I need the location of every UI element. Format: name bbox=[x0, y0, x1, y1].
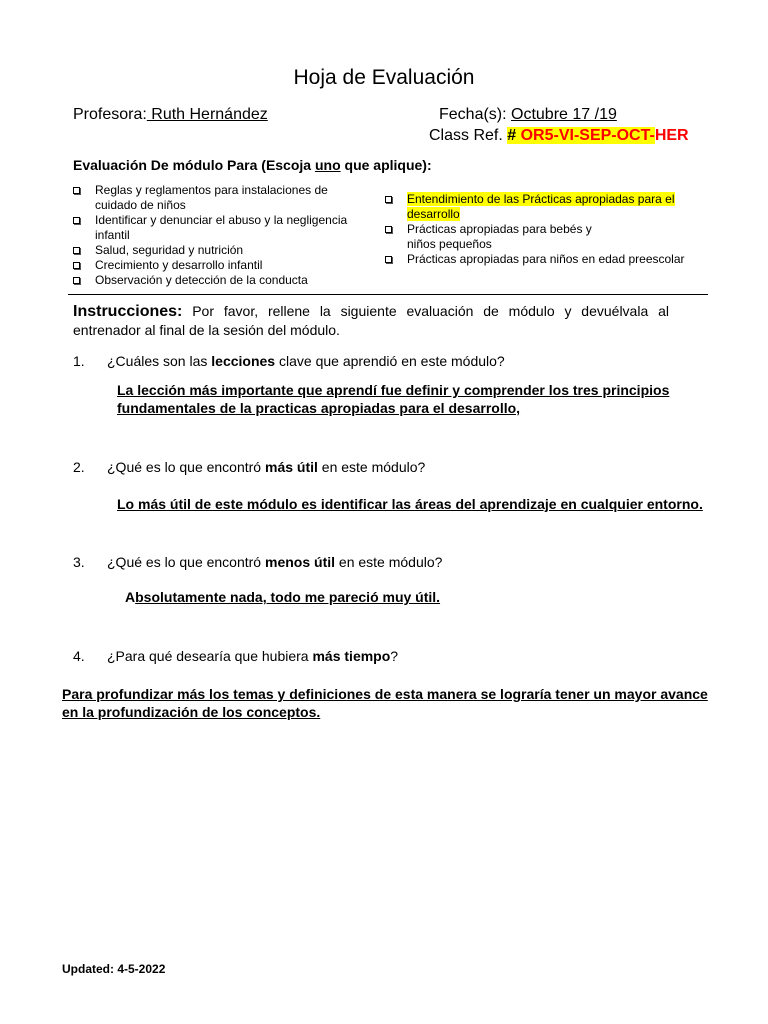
checkbox-icon[interactable] bbox=[73, 262, 80, 269]
question-3 bbox=[73, 554, 693, 574]
question-emphasis: lecciones bbox=[211, 353, 276, 369]
class-ref-code: OR5-VI-SEP-OCT- bbox=[520, 127, 655, 144]
page-title: Hoja de Evaluación bbox=[293, 66, 475, 89]
module-option[interactable] bbox=[385, 222, 695, 252]
answer-1[interactable]: La lección más importante que aprendí fue definir y comprender los tres principios fundamentales de la practicas apropiadas para el desarrollo, bbox=[117, 382, 670, 416]
question-4 bbox=[73, 648, 693, 668]
answer-2[interactable]: Lo más útil de este módulo es identificar las áreas del aprendizaje en cualquier entorno. bbox=[117, 496, 703, 512]
dates-value: Octubre 17 /19 bbox=[511, 106, 617, 123]
class-ref-suffix: HER bbox=[654, 127, 689, 144]
module-options-right bbox=[385, 192, 695, 267]
dates-label: Fecha(s): bbox=[439, 106, 512, 123]
question-2 bbox=[73, 459, 693, 479]
updated-date: Updated: 4-5-2022 bbox=[62, 962, 166, 976]
checkbox-icon[interactable] bbox=[73, 247, 80, 254]
question-text: en este módulo? bbox=[317, 459, 426, 475]
module-heading-post: que aplique): bbox=[340, 157, 432, 173]
answer-3[interactable] bbox=[125, 589, 440, 605]
question-text: ¿Qué es lo que encontró bbox=[107, 459, 265, 475]
module-option[interactable] bbox=[73, 243, 353, 258]
option-label: Prácticas apropiadas para niños en edad preescolar bbox=[407, 252, 685, 266]
teacher-name: Ruth Hernández bbox=[146, 106, 268, 123]
module-option[interactable] bbox=[73, 273, 353, 288]
module-options-left bbox=[73, 183, 353, 288]
question-text: ¿Cuáles son las bbox=[107, 353, 212, 369]
option-label: Prácticas apropiadas para bebés y niños pequeños bbox=[407, 222, 592, 251]
teacher-line bbox=[73, 106, 268, 124]
class-ref-hash: # bbox=[507, 127, 521, 144]
module-option[interactable] bbox=[73, 258, 353, 273]
instructions-label: Instrucciones: bbox=[73, 303, 183, 320]
question-emphasis: menos útil bbox=[265, 554, 336, 570]
question-text: clave que aprendió en este módulo? bbox=[275, 353, 505, 369]
checkbox-icon[interactable] bbox=[385, 196, 392, 203]
section-divider bbox=[68, 294, 708, 295]
question-number: 4. bbox=[73, 648, 85, 664]
module-option[interactable] bbox=[73, 213, 353, 243]
checkbox-icon[interactable] bbox=[385, 256, 392, 263]
module-option[interactable] bbox=[385, 252, 695, 267]
question-text: ? bbox=[390, 648, 399, 664]
option-label: Salud, seguridad y nutrición bbox=[95, 243, 244, 257]
question-text: ¿Qué es lo que encontró bbox=[107, 554, 265, 570]
question-1 bbox=[73, 353, 693, 373]
checkbox-icon[interactable] bbox=[73, 277, 80, 284]
question-text: ¿Para qué desearía que hubiera bbox=[107, 648, 313, 664]
teacher-label: Profesora: bbox=[73, 106, 147, 123]
module-heading-pre: Evaluación De módulo Para (Escoja bbox=[73, 157, 315, 173]
answer-4[interactable]: Para profundizar más los temas y definiciones de esta manera se lograría tener un mayor avance en la profundización de los conceptos. bbox=[62, 686, 708, 720]
answer-text: bsolutamente nada, todo me pareció muy útil. bbox=[135, 589, 441, 605]
checkbox-icon[interactable] bbox=[73, 217, 80, 224]
option-label: Reglas y reglamentos para instalaciones de cuidado de niños bbox=[95, 183, 328, 212]
instructions bbox=[73, 302, 669, 340]
option-label: Observación y detección de la conducta bbox=[95, 273, 308, 287]
module-option-selected[interactable] bbox=[385, 192, 695, 222]
checkbox-icon[interactable] bbox=[385, 226, 392, 233]
option-label: Entendimiento de las Prácticas apropiadas para el desarrollo bbox=[407, 192, 675, 221]
question-number: 2. bbox=[73, 459, 85, 475]
class-ref-line bbox=[429, 127, 689, 145]
dates-line bbox=[439, 106, 617, 124]
question-text: en este módulo? bbox=[335, 554, 443, 570]
question-emphasis: más tiempo bbox=[312, 648, 391, 664]
option-label: Crecimiento y desarrollo infantil bbox=[95, 258, 263, 272]
instructions-text: Por favor, rellene la siguiente evaluación de módulo y devuélvala al entrenador al final de la sesión del módulo. bbox=[73, 303, 669, 338]
checkbox-icon[interactable] bbox=[73, 187, 80, 194]
class-ref-label: Class Ref. bbox=[429, 127, 508, 144]
option-label: Identificar y denunciar el abuso y la negligencia infantil bbox=[95, 213, 348, 242]
question-emphasis: más útil bbox=[265, 459, 318, 475]
module-heading-underlined: uno bbox=[314, 157, 341, 173]
question-number: 3. bbox=[73, 554, 85, 570]
module-heading bbox=[73, 157, 432, 173]
module-option[interactable] bbox=[73, 183, 353, 213]
answer-first-letter: A bbox=[125, 589, 136, 605]
question-number: 1. bbox=[73, 353, 85, 369]
